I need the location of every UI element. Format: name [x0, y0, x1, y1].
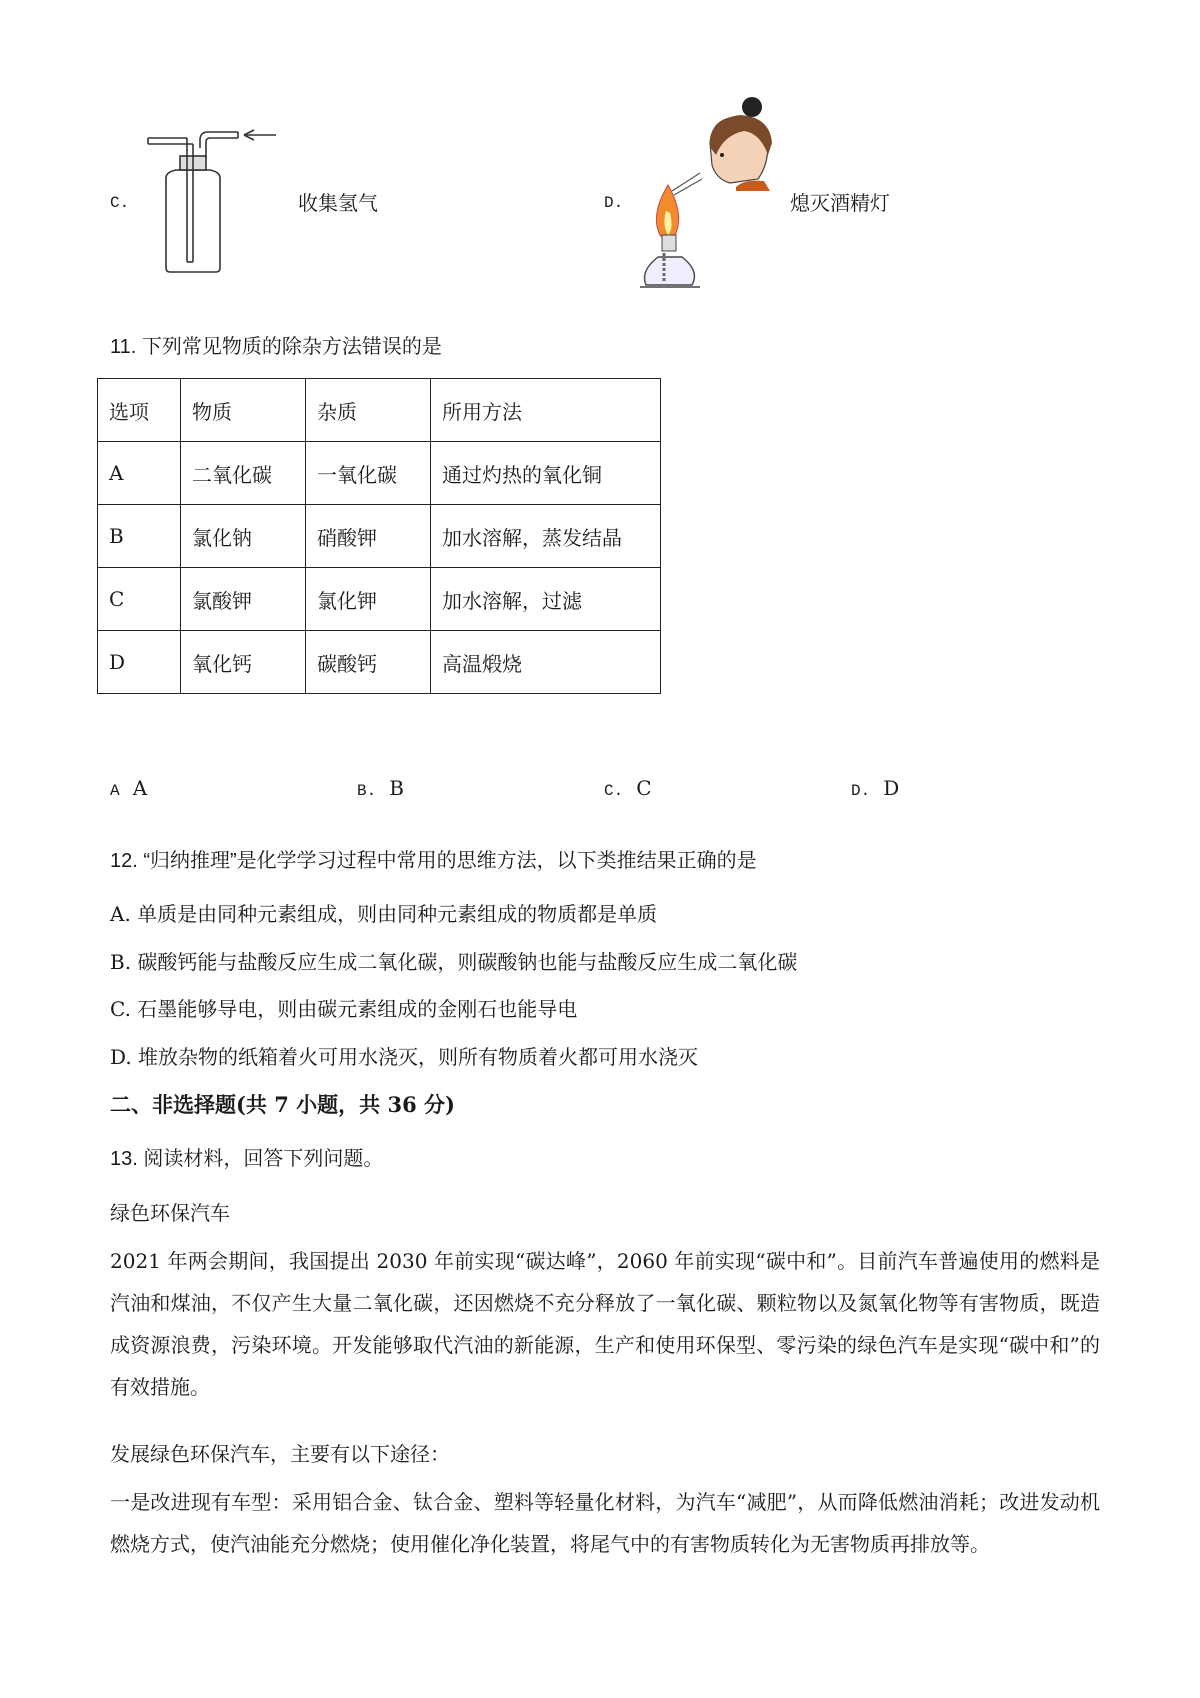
table-cell: 通过灼热的氧化铜 [431, 442, 661, 505]
q11-choice-d [851, 778, 899, 800]
table-cell: C [98, 568, 181, 631]
choice-value: D [883, 776, 900, 800]
table-row [98, 568, 661, 631]
table-cell: 氧化钙 [181, 631, 306, 694]
table-header: 杂质 [306, 379, 431, 442]
q13-paragraph-1 [110, 1240, 1100, 1408]
table-cell: 二氧化碳 [181, 442, 306, 505]
q11-choice-c [604, 778, 652, 800]
q13-title: 绿色环保汽车 [110, 1201, 230, 1225]
table-cell: 高温煅烧 [431, 631, 661, 694]
table-cell: 碳酸钙 [306, 631, 431, 694]
q12-option-c: C. 石墨能够导电，则由碳元素组成的金刚石也能导电 [110, 997, 578, 1021]
table-cell: 氯酸钾 [181, 568, 306, 631]
option-c-caption: 收集氢气 [298, 191, 378, 215]
table-row [98, 379, 661, 442]
q13-paragraph-3 [110, 1481, 1120, 1565]
table-row [98, 505, 661, 568]
q12-stem: 12. “归纳推理”是化学学习过程中常用的思维方法，以下类推结果正确的是 [110, 850, 757, 872]
table-cell: 一氧化碳 [306, 442, 431, 505]
table-cell: 加水溶解，蒸发结晶 [431, 505, 661, 568]
table-header: 所用方法 [431, 379, 661, 442]
table-cell: 硝酸钾 [306, 505, 431, 568]
choice-value: C [636, 776, 652, 800]
table-cell: 氯化钾 [306, 568, 431, 631]
q11-table [97, 378, 661, 694]
table-cell: A [98, 442, 181, 505]
table-cell: 氯化钠 [181, 505, 306, 568]
choice-value: B [389, 776, 404, 800]
table-row [98, 631, 661, 694]
table-row [98, 442, 661, 505]
q11-stem: 11. 下列常见物质的除杂方法错误的是 [110, 336, 442, 358]
choice-value: A [132, 776, 148, 800]
table-header: 物质 [181, 379, 306, 442]
q13-paragraph-2: 发展绿色环保汽车，主要有以下途径： [110, 1442, 450, 1466]
option-d-letter: D. [604, 194, 624, 212]
q13-stem: 13. 阅读材料，回答下列问题。 [110, 1148, 384, 1170]
q12-option-b: B. 碳酸钙能与盐酸反应生成二氧化碳，则碳酸钠也能与盐酸反应生成二氧化碳 [110, 950, 798, 974]
paragraph-text: 一是改进现有车型：采用铝合金、钛合金、塑料等轻量化材料，为汽车“减肥”，从而降低燃油消耗；改进发动机 燃烧方式，使汽油能充分燃烧；使用催化净化装置，将尾气中的有害物质转化为无害物质再排放等。 [110, 1490, 1120, 1556]
q11-choice-b [357, 778, 404, 800]
alcohol-lamp-blowing-icon [640, 95, 790, 305]
gas-bottle-icon [140, 118, 280, 278]
paragraph-text: 2021 年两会期间，我国提出 2030 年前实现“碳达峰”，2060 年前实现“碳中和”。目前汽车普遍使用的燃料是汽油和煤油，不仅产生大量二氧化碳，还因燃烧不充分释放了一氧化碳、颗粒物以及氮氧化物等有害物质，既造成资源浪费，污染环境。开发能够取代汽油的新能源，生产和使用环保型、零污染的绿色汽车是实现“碳中和”的有效措施。 [110, 1249, 1100, 1399]
table-cell: 加水溶解，过滤 [431, 568, 661, 631]
choice-prefix: B. [357, 782, 377, 800]
table-cell: D [98, 631, 181, 694]
option-d-caption: 熄灭酒精灯 [790, 191, 890, 215]
section-heading: 二、非选择题(共 7 小题，共 36 分) [110, 1092, 455, 1117]
table-cell: B [98, 505, 181, 568]
choice-prefix: C. [604, 782, 624, 800]
choice-prefix: D. [851, 782, 871, 800]
q12-option-d: D. 堆放杂物的纸箱着火可用水浇灭，则所有物质着火都可用水浇灭 [110, 1045, 699, 1069]
choice-prefix: A [110, 782, 120, 800]
q12-option-a: A. 单质是由同种元素组成，则由同种元素组成的物质都是单质 [110, 902, 658, 926]
option-c-letter: C. [110, 194, 130, 212]
table-header: 选项 [98, 379, 181, 442]
q11-choice-a [110, 778, 147, 800]
